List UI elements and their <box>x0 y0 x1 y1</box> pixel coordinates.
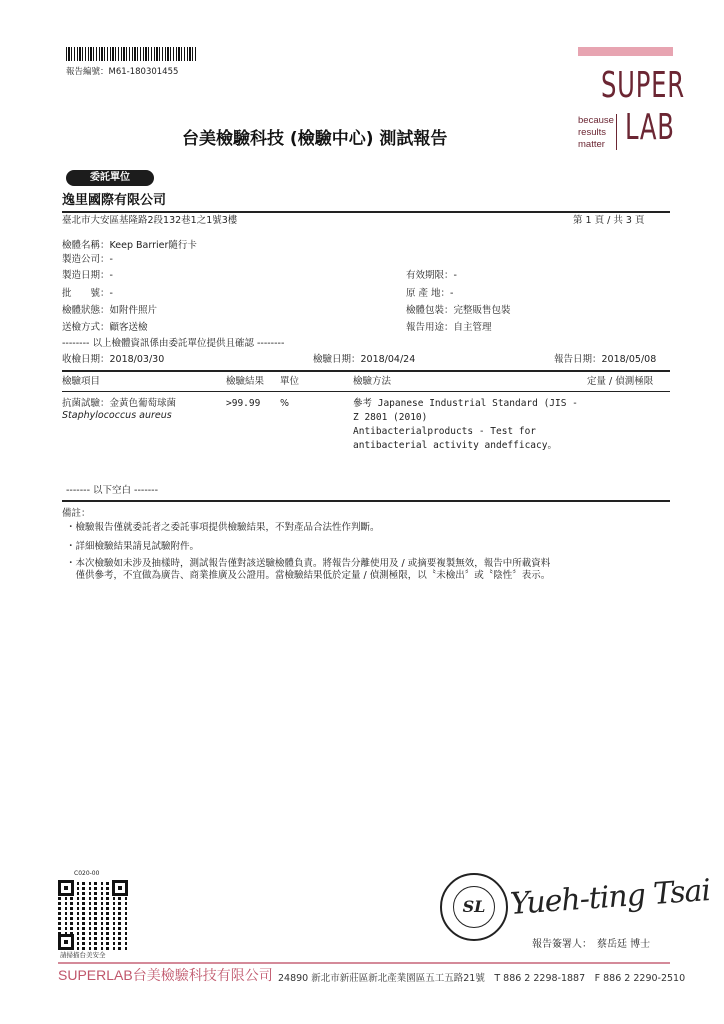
row-result: >99.99 <box>226 398 261 409</box>
sample-expiry: 有效期限：- <box>406 270 457 281</box>
column-header-limit: 定量 / 偵測極限 <box>587 376 654 387</box>
client-company: 逸里國際有限公司 <box>62 193 167 208</box>
logo-divider <box>616 114 617 150</box>
signature: Yueh-ting Tsai <box>509 873 712 922</box>
client-section-label: 委託單位 <box>66 170 154 186</box>
qr-finder-pattern <box>112 880 128 896</box>
remark-item: ・檢驗報告僅就委託者之委託事項提供檢驗結果，不對產品合法性作判斷。 <box>66 522 380 533</box>
row-method-line-1: 參考 Japanese Industrial Standard (JIS - <box>353 398 578 409</box>
end-of-results-marker: ------- 以下空白 ------- <box>66 485 159 496</box>
footer-company-logo: SUPERLAB台美檢驗科技有限公司 <box>58 967 273 983</box>
sample-origin: 原 產 地：- <box>406 288 454 299</box>
received-date: 收檢日期：2018/03/30 <box>62 354 165 365</box>
sample-condition: 檢體狀態：如附件照片 <box>62 305 158 316</box>
table-header-rule <box>62 391 670 392</box>
qr-code <box>58 880 128 950</box>
qr-caption: 請掃描台美安全 <box>60 951 106 959</box>
column-header-method: 檢驗方法 <box>353 376 392 387</box>
row-method-line-4: antibacterial activity andefficacy。 <box>353 440 557 451</box>
column-header-result: 檢驗結果 <box>226 376 265 387</box>
remark-item: 僅供參考，不宜做為廣告、商業推廣及公證用。當檢驗結果低於定量 / 偵測極限，以〝未檢出〞或〝陰性〞表示。 <box>66 570 551 581</box>
table-top-rule <box>62 370 670 372</box>
sample-info-note: -------- 以上檢體資訊係由委託單位提供且確認 -------- <box>62 338 285 349</box>
sample-purpose: 報告用途：自主管理 <box>406 322 492 333</box>
sample-manufacturer: 製造公司：- <box>62 254 113 265</box>
sample-name: 檢體名稱：Keep Barrier隨行卡 <box>62 240 197 251</box>
logo-word-lab: LAB <box>625 107 675 148</box>
row-item: 抗菌試驗：金黃色葡萄球菌 <box>62 398 177 409</box>
footer-rule <box>58 962 670 964</box>
qr-finder-pattern <box>58 880 74 896</box>
seal-monogram: SL <box>453 886 495 928</box>
barcode <box>66 47 198 61</box>
logo-word-super: SUPER <box>601 65 685 106</box>
page-indicator: 第 1 頁 / 共 3 頁 <box>573 215 645 226</box>
sample-packaging: 檢體包裝：完整販售包裝 <box>406 305 511 316</box>
row-method-line-3: Antibacterialproducts - Test for <box>353 426 537 437</box>
reported-date: 報告日期：2018/05/08 <box>554 354 657 365</box>
footer-address: 24890 新北市新莊區新北產業園區五工五路21號 T 886 2 2298-1887 F 886 2 2290-2510 <box>278 973 686 984</box>
remarks-heading: 備註： <box>62 508 91 519</box>
column-header-unit: 單位 <box>280 376 300 387</box>
client-divider <box>62 211 670 213</box>
logo-accent-bar <box>578 47 673 56</box>
sample-mfg-date: 製造日期：- <box>62 270 113 281</box>
remark-item: ・本次檢驗如未涉及抽樣時，測試報告僅對該送驗檢體負責。將報告分離使用及 / 或摘要複製無效，報告中所載資料 <box>66 558 551 569</box>
logo-tagline-2: results <box>578 127 606 138</box>
row-item-latin: Staphylococcus aureus <box>62 410 172 421</box>
sample-delivery: 送檢方式：顧客送檢 <box>62 322 148 333</box>
row-unit: % <box>280 398 290 409</box>
logo-tagline-1: because <box>578 115 614 126</box>
table-bottom-rule <box>62 500 670 502</box>
qr-caption-top: C020-00 <box>74 870 100 877</box>
logo-tagline-3: matter <box>578 139 605 150</box>
client-address: 臺北市大安區基隆路2段132巷1之1號3樓 <box>62 215 238 226</box>
sample-batch: 批 號：- <box>62 288 113 299</box>
lab-seal <box>440 873 508 941</box>
qr-finder-pattern <box>58 934 74 950</box>
remark-item: ・詳細檢驗結果請見試驗附件。 <box>66 541 200 552</box>
page-title: 台美檢驗科技 (檢驗中心) 測試報告 <box>182 129 448 149</box>
column-header-item: 檢驗項目 <box>62 376 101 387</box>
signatory: 報告簽署人： 蔡岳廷 博士 <box>532 939 651 950</box>
report-number: 報告編號：M61-180301455 <box>66 67 179 77</box>
row-method-line-2: Z 2801 (2010) <box>353 412 428 423</box>
tested-date: 檢驗日期：2018/04/24 <box>313 354 416 365</box>
